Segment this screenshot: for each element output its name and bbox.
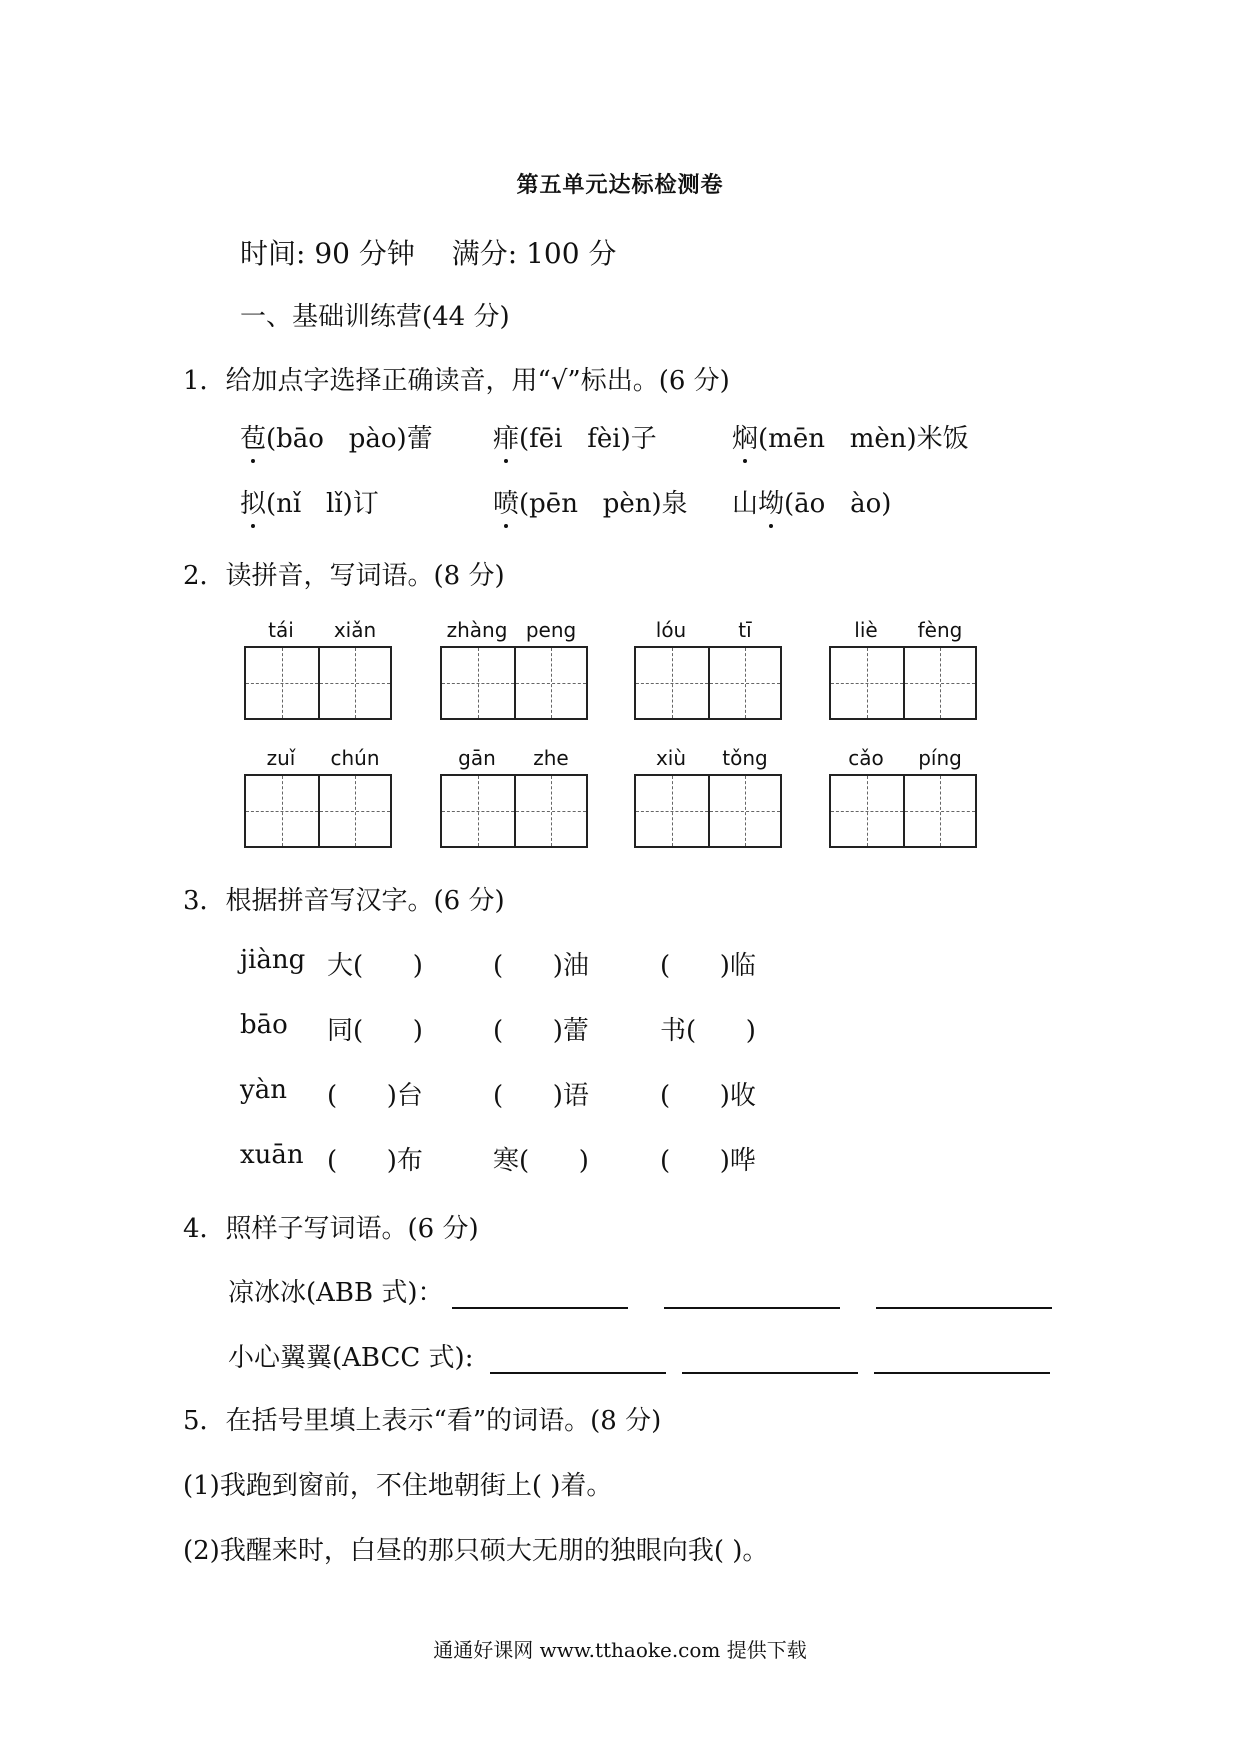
pinyin-writing-grid — [440, 618, 588, 720]
answer-blank[interactable] — [876, 1281, 1052, 1309]
reading-choice-item[interactable] — [240, 483, 379, 520]
question-5-sentence-1: (1)我跑到窗前，不住地朝街上( )着。 — [183, 1471, 613, 1501]
tianzige-cell[interactable] — [246, 776, 318, 846]
tianzige-cell[interactable] — [442, 776, 514, 846]
tianzige-boxes — [244, 774, 392, 848]
pinyin-writing-grid — [440, 746, 588, 848]
tianzige-boxes — [634, 774, 782, 848]
tianzige-cell[interactable] — [442, 648, 514, 718]
pinyin-syllable: lóu — [655, 618, 687, 642]
fill-in-item[interactable]: ( )临 — [660, 951, 756, 981]
pinyin-syllable: peng — [525, 618, 577, 642]
answer-blank[interactable] — [682, 1346, 858, 1374]
abcc-label: 小心翼翼(ABCC 式): — [228, 1343, 474, 1373]
pinyin-row — [634, 618, 782, 646]
tianzige-cell[interactable] — [708, 776, 780, 846]
pinyin-row — [440, 618, 588, 646]
tianzige-cell[interactable] — [318, 776, 390, 846]
tianzige-boxes — [440, 646, 588, 720]
fill-in-item[interactable]: 大( ) — [327, 951, 423, 981]
answer-blank[interactable] — [452, 1281, 628, 1309]
pinyin-label: jiàng — [240, 945, 306, 975]
pinyin-options[interactable]: (nǐ lǐ) — [266, 489, 353, 519]
answer-blank[interactable] — [490, 1346, 666, 1374]
pinyin-syllable: xiù — [655, 746, 687, 770]
answer-blank[interactable] — [874, 1346, 1050, 1374]
question-3-stem: 3．根据拼音写汉字。(6 分) — [183, 886, 505, 916]
dotted-character: 喷 — [493, 483, 519, 520]
abcc-row — [228, 1337, 1050, 1374]
tianzige-boxes — [244, 646, 392, 720]
fill-in-item[interactable]: ( )哗 — [660, 1146, 756, 1176]
page-title: 第五单元达标检测卷 — [516, 172, 724, 198]
tianzige-cell[interactable] — [831, 648, 903, 718]
pinyin-writing-grid — [244, 618, 392, 720]
pinyin-label: xuān — [240, 1140, 304, 1170]
pinyin-syllable: zhe — [533, 746, 569, 770]
tianzige-boxes — [440, 774, 588, 848]
fill-in-item[interactable]: ( )蕾 — [493, 1016, 589, 1046]
pinyin-syllable: chún — [330, 746, 380, 770]
item-suffix: 米饭 — [916, 424, 969, 454]
pinyin-syllable: cǎo — [848, 746, 884, 770]
pinyin-syllable: zhàng — [446, 618, 508, 642]
pinyin-row — [829, 746, 977, 774]
question-2-stem: 2．读拼音，写词语。(8 分) — [183, 561, 505, 591]
pinyin-writing-grid — [829, 618, 977, 720]
pinyin-syllable: gān — [458, 746, 496, 770]
pinyin-label: yàn — [240, 1075, 287, 1105]
dotted-character: 焖 — [732, 418, 758, 455]
pinyin-label: bāo — [240, 1010, 288, 1040]
tianzige-boxes — [634, 646, 782, 720]
pinyin-syllable: tǒng — [722, 746, 768, 770]
pinyin-row — [244, 746, 392, 774]
pinyin-syllable: fèng — [917, 618, 963, 642]
pinyin-row — [440, 746, 588, 774]
pinyin-options[interactable]: (bāo pào) — [266, 424, 407, 454]
footer-watermark: 通通好课网 www.tthaoke.com 提供下载 — [433, 1638, 807, 1662]
question-1-stem: 1．给加点字选择正确读音，用“√”标出。(6 分) — [183, 366, 730, 396]
pinyin-syllable: xiǎn — [333, 618, 377, 642]
item-suffix: 蕾 — [406, 424, 433, 454]
time-limit: 时间: 90 分钟 — [240, 237, 415, 270]
fill-in-item[interactable]: ( )布 — [327, 1146, 423, 1176]
pinyin-row — [634, 746, 782, 774]
tianzige-cell[interactable] — [831, 776, 903, 846]
tianzige-cell[interactable] — [636, 648, 708, 718]
item-prefix: 山 — [732, 489, 759, 519]
pinyin-syllable: tái — [268, 618, 294, 642]
item-suffix: 泉 — [661, 489, 688, 519]
tianzige-cell[interactable] — [318, 648, 390, 718]
full-score: 满分: 100 分 — [451, 237, 617, 270]
pinyin-options[interactable]: (pēn pèn) — [519, 489, 662, 519]
fill-in-item[interactable]: 寒( ) — [493, 1146, 589, 1176]
dotted-character: 拟 — [240, 483, 266, 520]
tianzige-cell[interactable] — [514, 776, 586, 846]
pinyin-options[interactable]: (fēi fèi) — [519, 424, 631, 454]
pinyin-syllable: liè — [854, 618, 878, 642]
tianzige-cell[interactable] — [514, 648, 586, 718]
fill-in-item[interactable]: ( )收 — [660, 1081, 756, 1111]
question-4-stem: 4．照样子写词语。(6 分) — [183, 1214, 479, 1244]
item-suffix: 子 — [630, 424, 657, 454]
pinyin-writing-grid — [634, 618, 782, 720]
reading-choice-item[interactable] — [240, 418, 433, 455]
tianzige-boxes — [829, 774, 977, 848]
tianzige-cell[interactable] — [708, 648, 780, 718]
pinyin-options[interactable]: (mēn mèn) — [758, 424, 917, 454]
abb-row — [228, 1272, 1052, 1309]
abb-label: 凉冰冰(ABB 式)： — [228, 1278, 444, 1308]
item-suffix: 订 — [352, 489, 379, 519]
dotted-character: 苞 — [240, 418, 266, 455]
question-5-stem: 5．在括号里填上表示“看”的词语。(8 分) — [183, 1406, 662, 1436]
pinyin-options[interactable]: (āo ào) — [784, 489, 892, 519]
pinyin-row — [829, 618, 977, 646]
question-5-sentence-2: (2)我醒来时，白昼的那只硕大无朋的独眼向我( )。 — [183, 1536, 769, 1566]
dotted-character: 痱 — [493, 418, 519, 455]
tianzige-cell[interactable] — [636, 776, 708, 846]
reading-choice-item[interactable] — [732, 418, 969, 455]
exam-meta — [240, 232, 616, 272]
fill-in-item[interactable]: ( )语 — [493, 1081, 589, 1111]
pinyin-row — [244, 618, 392, 646]
fill-in-item[interactable]: ( )油 — [493, 951, 589, 981]
tianzige-cell[interactable] — [903, 648, 975, 718]
tianzige-cell[interactable] — [903, 776, 975, 846]
pinyin-syllable: píng — [918, 746, 962, 770]
reading-choice-item[interactable] — [732, 483, 891, 520]
tianzige-cell[interactable] — [246, 648, 318, 718]
pinyin-writing-grid — [829, 746, 977, 848]
tianzige-boxes — [829, 646, 977, 720]
pinyin-syllable: tī — [738, 618, 752, 642]
fill-in-item[interactable]: 同( ) — [327, 1016, 423, 1046]
fill-in-item[interactable]: ( )台 — [327, 1081, 423, 1111]
reading-choice-item[interactable] — [493, 483, 688, 520]
pinyin-syllable: zuǐ — [266, 746, 296, 770]
answer-blank[interactable] — [664, 1281, 840, 1309]
pinyin-writing-grid — [634, 746, 782, 848]
reading-choice-item[interactable] — [493, 418, 657, 455]
dotted-character: 坳 — [758, 483, 784, 520]
section-heading: 一、基础训练营(44 分) — [240, 302, 510, 332]
fill-in-item[interactable]: 书( ) — [660, 1016, 756, 1046]
pinyin-writing-grid — [244, 746, 392, 848]
